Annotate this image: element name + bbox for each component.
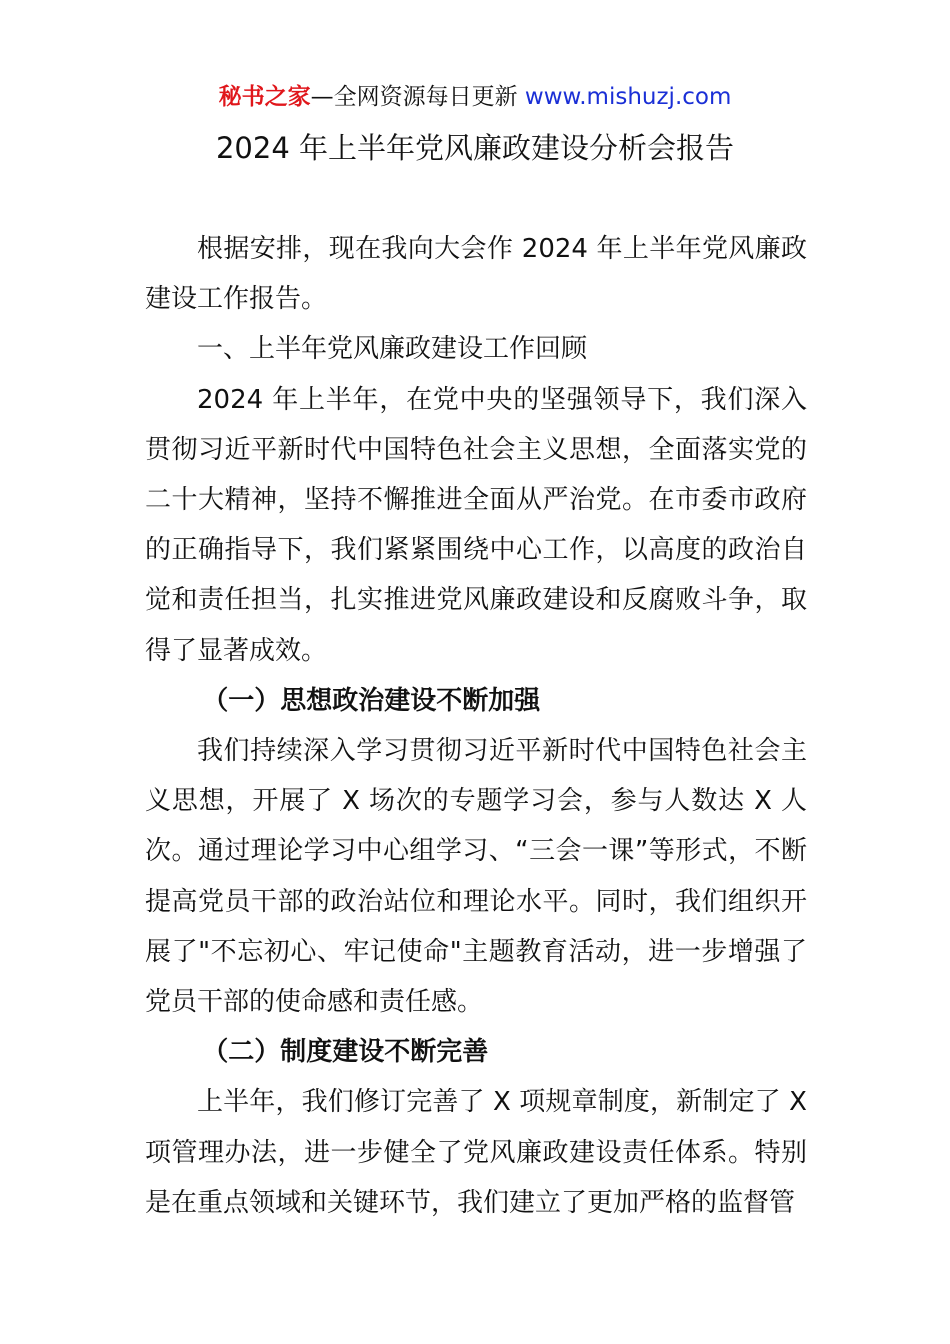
section-heading: 一、上半年党风廉政建设工作回顾	[197, 334, 588, 365]
body-paragraph: 上半年，我们修订完善了 X 项规章制度，新制定了 X 项管理办法，进一步健全了党风廉政建设责任体系。特别是在重点领域和关键环节，我们建立了更加严格的监督管	[145, 1087, 807, 1218]
brand-name: 秘书之家	[218, 84, 311, 110]
document-body	[145, 224, 807, 1228]
body-paragraph: 2024 年上半年，在党中央的坚强领导下，我们深入贯彻习近平新时代中国特色社会主义思想，全面落实党的二十大精神，坚持不懈推进全面从严治党。在市委市政府的正确指导下，我们紧紧围绕中心工作，以高度的政治自觉和责任担当，扎实推进党风廉政建设和反腐败斗争，取得了显著成效。	[145, 384, 807, 666]
subsection-heading: （一）思想政治建设不断加强	[202, 685, 541, 716]
header-tagline: —全网资源每日更新	[310, 84, 525, 110]
subsection-heading: （二）制度建设不断完善	[202, 1037, 489, 1068]
site-url-link[interactable]: www.mishuzj.com	[524, 84, 732, 110]
document-title: 2024 年上半年党风廉政建设分析会报告	[215, 131, 735, 165]
intro-paragraph: 根据安排，现在我向大会作 2024 年上半年党风廉政建设工作报告。	[145, 234, 807, 315]
body-paragraph: 我们持续深入学习贯彻习近平新时代中国特色社会主义思想，开展了 X 场次的专题学习会，参与人数达 X 人次。通过理论学习中心组学习、“三会一课”等形式，不断提高党员干部的政治站位和理论水平。同时，我们组织开展了"不忘初心、牢记使命"主题教育活动，进一步增强了党员干部的使命感和责任感。	[145, 736, 807, 1018]
site-header	[0, 80, 950, 114]
